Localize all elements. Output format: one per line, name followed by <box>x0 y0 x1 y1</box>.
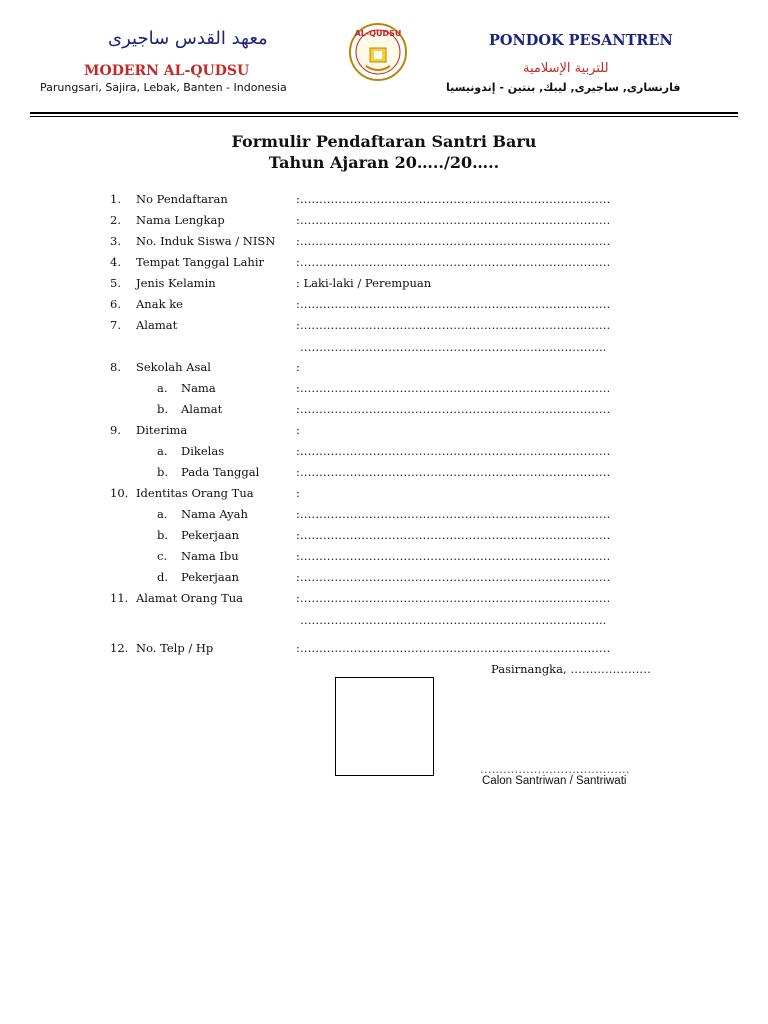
field-label: Identitas Orang Tua <box>136 486 254 500</box>
field-entry[interactable]: :……………………………………………………………………… <box>296 255 611 269</box>
form-row <box>0 192 768 210</box>
form-row <box>0 318 768 336</box>
field-entry: : <box>296 423 300 437</box>
form-row <box>0 641 768 659</box>
form-row <box>0 570 768 588</box>
field-entry[interactable]: :……………………………………………………………………… <box>296 641 611 655</box>
institute-logo <box>348 22 408 82</box>
field-entry[interactable]: :……………………………………………………………………… <box>296 402 611 416</box>
row-number: 3. <box>110 234 121 248</box>
form-row <box>0 528 768 546</box>
academic-year: Tahun Ajaran 20…../20….. <box>268 153 500 172</box>
arabic-subtitle: للتربية الإسلامية <box>523 61 609 76</box>
field-entry[interactable]: :……………………………………………………………………… <box>296 213 611 227</box>
sub-item-letter: b. <box>157 528 169 542</box>
institute-address: Parungsari, Sajira, Lebak, Banten - Indonesia <box>40 81 287 94</box>
field-label: Jenis Kelamin <box>136 276 216 290</box>
signature-caption: Calon Santriwan / Santriwati <box>482 775 627 787</box>
row-number: 1. <box>110 192 121 206</box>
field-entry[interactable]: :……………………………………………………………………… <box>296 507 611 521</box>
field-entry[interactable]: : Laki-laki / Perempuan <box>296 276 432 290</box>
sub-item-letter: d. <box>157 570 169 584</box>
field-label: No Pendaftaran <box>136 192 228 206</box>
sub-item-letter: a. <box>157 507 168 521</box>
field-entry-continuation[interactable]: …………………………………………………………………….. <box>300 613 607 627</box>
field-label: Diterima <box>136 423 188 437</box>
form-row <box>0 381 768 399</box>
form-row <box>0 507 768 525</box>
form-row <box>0 549 768 567</box>
field-label: Tempat Tanggal Lahir <box>136 255 265 269</box>
field-label: No. Induk Siswa / NISN <box>136 234 276 248</box>
form-row <box>0 297 768 315</box>
row-number: 7. <box>110 318 121 332</box>
field-label: Pada Tanggal <box>181 465 260 479</box>
row-number: 11. <box>110 591 129 605</box>
form-row <box>0 423 768 441</box>
row-number: 12. <box>110 641 129 655</box>
field-label: Dikelas <box>181 444 225 458</box>
field-entry[interactable]: :……………………………………………………………………… <box>296 381 611 395</box>
field-label: Pekerjaan <box>181 570 239 584</box>
arabic-address: فارنسارى, ساجيرى, ليبك, بنتين - إندونيسيا <box>446 81 681 94</box>
photo-box <box>335 677 434 776</box>
form-row <box>0 591 768 609</box>
field-label: Nama <box>181 381 216 395</box>
field-entry[interactable]: :……………………………………………………………………… <box>296 591 611 605</box>
sub-item-letter: a. <box>157 444 168 458</box>
row-number: 4. <box>110 255 121 269</box>
row-number: 6. <box>110 297 121 311</box>
field-label: No. Telp / Hp <box>136 641 214 655</box>
form-row <box>0 255 768 273</box>
field-entry[interactable]: :……………………………………………………………………… <box>296 465 611 479</box>
field-entry[interactable]: :……………………………………………………………………… <box>296 234 611 248</box>
field-label: Alamat <box>136 318 178 332</box>
form-row <box>0 486 768 504</box>
row-number: 2. <box>110 213 121 227</box>
header-rule-thin <box>30 116 738 117</box>
sub-item-letter: b. <box>157 402 169 416</box>
field-entry[interactable]: :……………………………………………………………………… <box>296 444 611 458</box>
form-row-continuation <box>0 613 768 631</box>
field-entry-continuation[interactable]: …………………………………………………………………….. <box>300 340 607 354</box>
row-number: 5. <box>110 276 121 290</box>
field-entry[interactable]: :……………………………………………………………………… <box>296 192 611 206</box>
form-row <box>0 213 768 231</box>
field-entry[interactable]: :……………………………………………………………………… <box>296 528 611 542</box>
form-row <box>0 276 768 294</box>
field-label: Nama Lengkap <box>136 213 225 227</box>
place-date[interactable]: Pasirnangka, ………………… <box>491 662 651 676</box>
field-entry[interactable]: :……………………………………………………………………… <box>296 297 611 311</box>
field-label: Sekolah Asal <box>136 360 211 374</box>
field-entry[interactable]: :……………………………………………………………………… <box>296 549 611 563</box>
header-rule-thick <box>30 112 738 114</box>
sub-item-letter: c. <box>157 549 168 563</box>
field-label: Alamat <box>181 402 223 416</box>
form-title: Formulir Pendaftaran Santri Baru <box>231 132 537 151</box>
sub-item-letter: b. <box>157 465 169 479</box>
field-label: Pekerjaan <box>181 528 239 542</box>
institute-arabic-name: معهد القدس ساجيرى <box>108 28 268 49</box>
form-row <box>0 360 768 378</box>
form-row <box>0 402 768 420</box>
row-number: 8. <box>110 360 121 374</box>
field-label: Anak ke <box>136 297 183 311</box>
signature-line[interactable]: ………………………………… <box>480 762 630 776</box>
row-number: 10. <box>110 486 129 500</box>
field-label: Alamat Orang Tua <box>136 591 244 605</box>
form-row-continuation <box>0 340 768 358</box>
row-number: 9. <box>110 423 121 437</box>
field-entry[interactable]: :……………………………………………………………………… <box>296 318 611 332</box>
logo-text: AL-QUDSU <box>354 29 402 38</box>
field-label: Nama Ayah <box>181 507 248 521</box>
field-entry: : <box>296 360 300 374</box>
form-row <box>0 444 768 462</box>
field-entry[interactable]: :……………………………………………………………………… <box>296 570 611 584</box>
field-label: Nama Ibu <box>181 549 239 563</box>
pondok-title: PONDOK PESANTREN <box>489 32 673 49</box>
form-row <box>0 465 768 483</box>
form-row <box>0 234 768 252</box>
institute-name: MODERN AL-QUDSU <box>84 63 250 79</box>
sub-item-letter: a. <box>157 381 168 395</box>
field-entry: : <box>296 486 300 500</box>
